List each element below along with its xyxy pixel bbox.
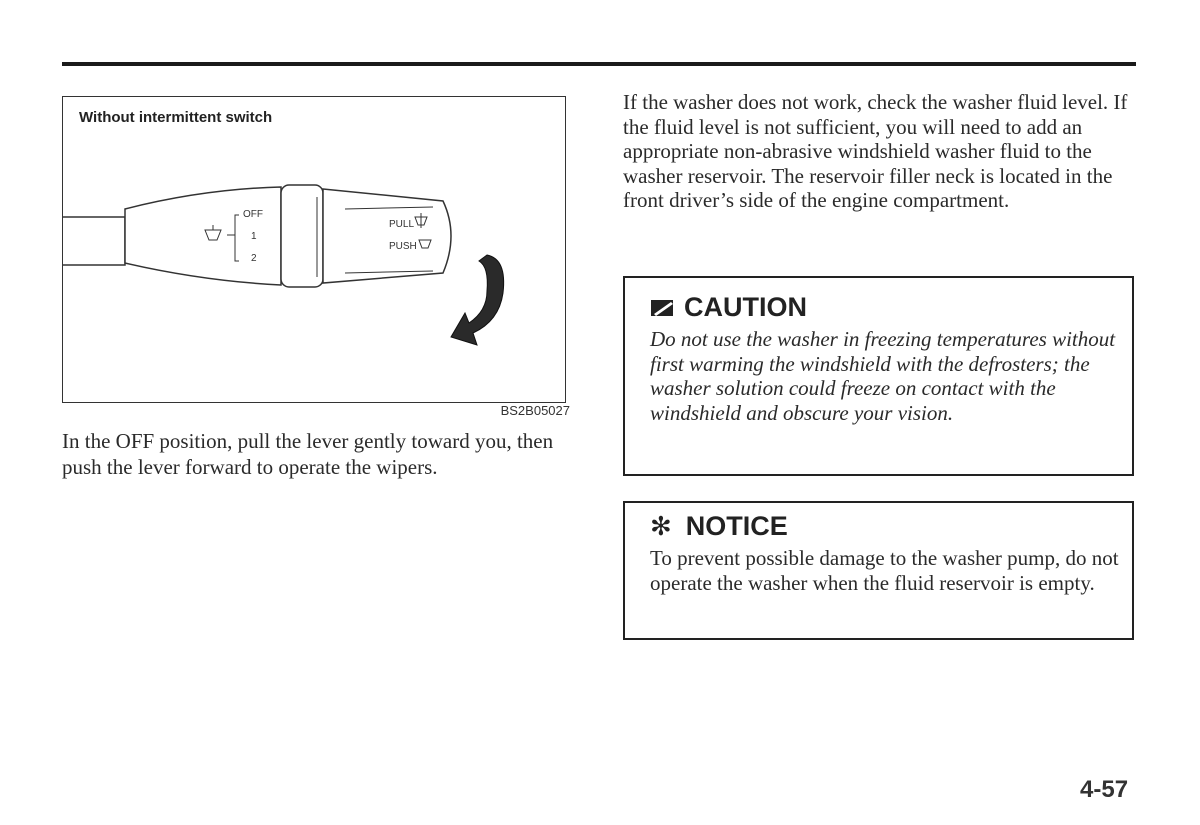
notice-body: To prevent possible damage to the washer pump, do not operate the washer when the fluid reservoir is empty. bbox=[650, 546, 1119, 595]
lever-label-off: OFF bbox=[243, 209, 263, 220]
figure-caption: Without intermittent switch bbox=[79, 109, 273, 126]
caution-body: Do not use the washer in freezing temperatures without first warming the windshield with the defrosters; the washer solution could freeze on contact with the windshield and obscure your vision. bbox=[650, 327, 1116, 425]
caution-title: CAUTION bbox=[684, 292, 807, 322]
washer-paragraph: If the washer does not work, check the washer fluid level. If the fluid level is not sufficient, you will need to add an appropriate non-abrasive windshield washer fluid to the washer reservoir. The reservoir filler neck is located in the front driver’s side of the engine compartment. bbox=[623, 90, 1128, 212]
wiper-lever-figure bbox=[62, 96, 566, 403]
notice-box bbox=[623, 501, 1134, 640]
top-rule bbox=[62, 62, 1136, 66]
notice-title: NOTICE bbox=[685, 511, 788, 541]
wiper-lever-illustration bbox=[63, 97, 567, 404]
notice-title-row bbox=[650, 511, 1132, 542]
operation-paragraph: In the OFF position, pull the lever gently toward you, then push the lever forward to operate the wipers. bbox=[62, 429, 554, 479]
caution-box bbox=[623, 276, 1134, 476]
notice-asterisk-icon: ✻ bbox=[650, 511, 672, 541]
page-number: 4-57 bbox=[1080, 776, 1129, 803]
rotation-arrow-icon bbox=[451, 255, 504, 345]
caution-title-row bbox=[650, 292, 1132, 323]
lever-label-two: 2 bbox=[251, 253, 257, 264]
lever-label-push: PUSH bbox=[389, 241, 417, 252]
figure-code: BS2B05027 bbox=[500, 403, 570, 418]
lever-label-pull: PULL bbox=[389, 219, 415, 230]
lever-label-one: 1 bbox=[251, 231, 257, 242]
caution-icon bbox=[650, 297, 678, 319]
